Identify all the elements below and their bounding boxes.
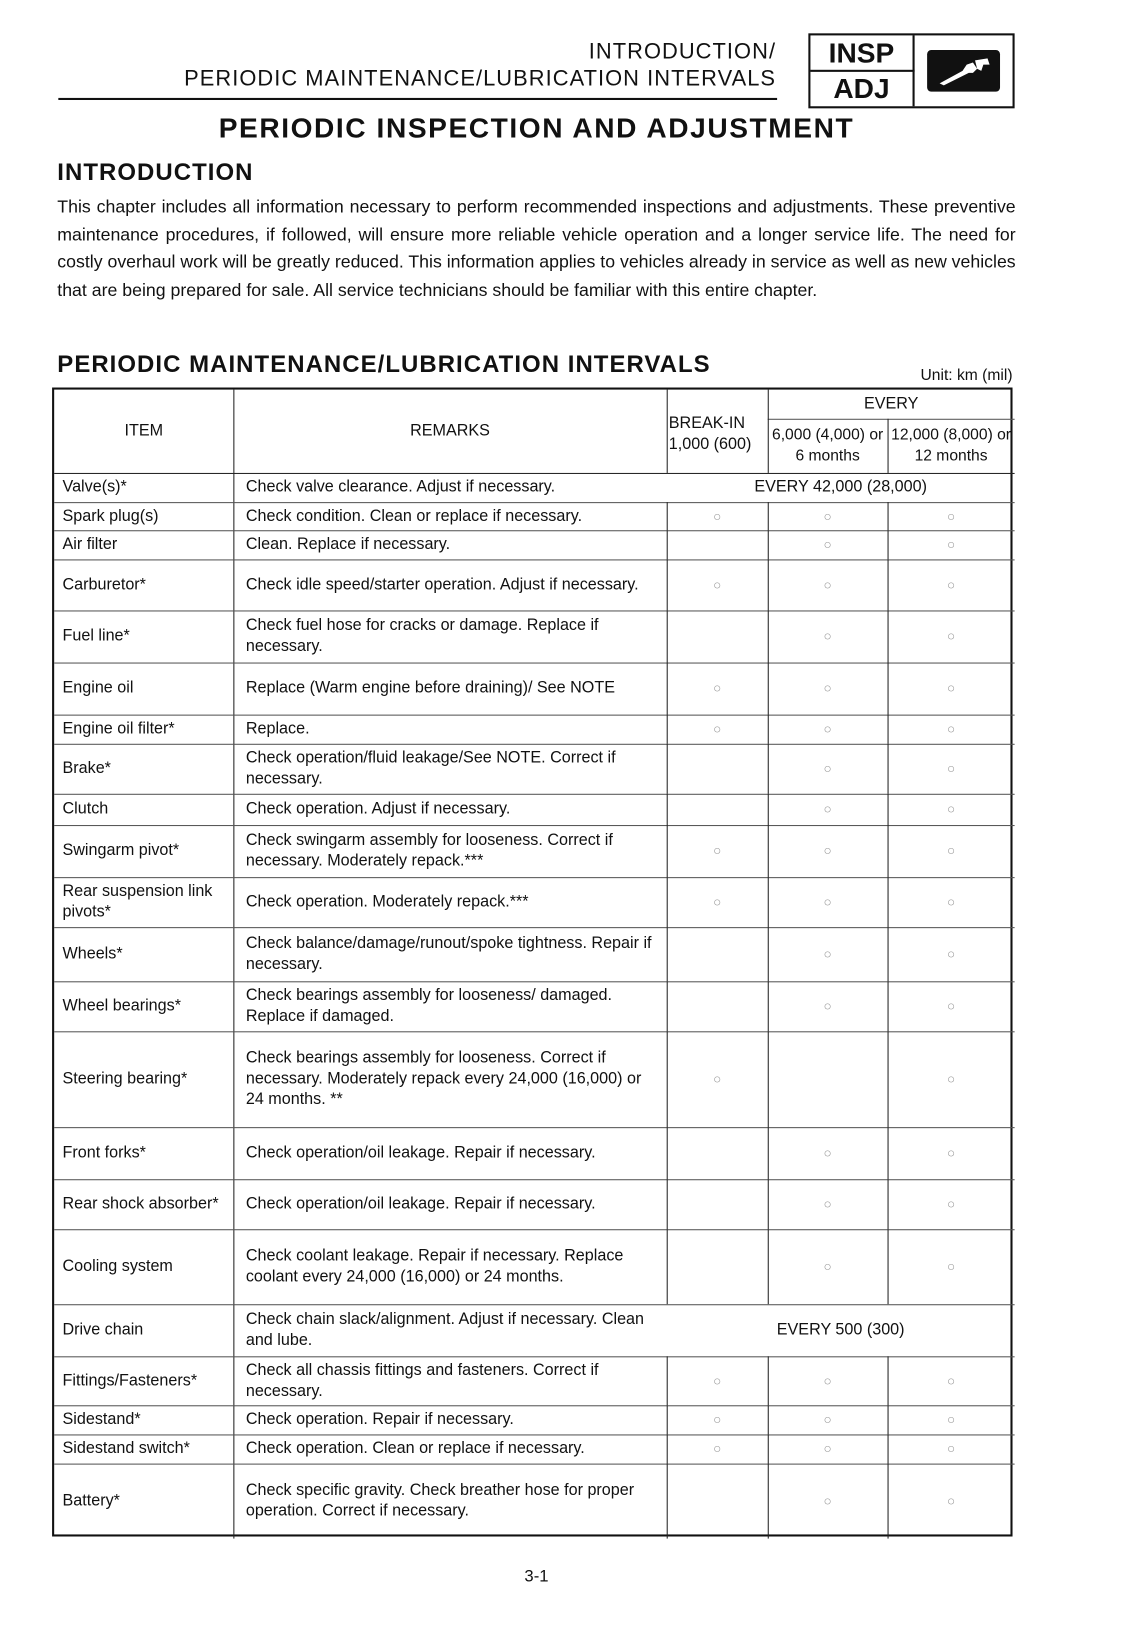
check-mark-icon: ○ xyxy=(946,1070,956,1087)
wrench-hand-icon xyxy=(927,50,1000,92)
header-6000: 6,000 (4,000) or 6 months xyxy=(772,426,884,465)
check-mark-icon: ○ xyxy=(946,576,956,593)
check-mark-icon: ○ xyxy=(946,801,956,817)
check-mark-icon: ○ xyxy=(823,628,832,644)
item-cell: Engine oil xyxy=(62,679,134,697)
check-mark-icon: ○ xyxy=(946,1144,956,1161)
interval-span-cell: EVERY 500 (300) xyxy=(776,1320,905,1339)
remarks-cell: Check swingarm assembly for looseness. Correct if necessary. Moderately repack.*** xyxy=(245,831,613,870)
check-mark-icon: ○ xyxy=(823,576,832,593)
item-cell: Rear suspension link pivots* xyxy=(62,882,213,921)
column-divider xyxy=(667,1229,668,1304)
item-cell: Fittings/Fasteners* xyxy=(62,1371,198,1390)
header-every: EVERY xyxy=(863,394,919,413)
check-mark-icon: ○ xyxy=(946,536,956,553)
check-mark-icon: ○ xyxy=(823,945,832,962)
remarks-cell: Check balance/damage/runout/spoke tightness. Repair if necessary. xyxy=(245,934,652,973)
item-cell: Sidestand* xyxy=(62,1410,141,1429)
header-rule xyxy=(58,98,777,100)
section-heading: PERIODIC MAINTENANCE/LUBRICATION INTERVALS xyxy=(57,350,711,378)
item-cell: Fuel line* xyxy=(62,627,130,645)
header-item: ITEM xyxy=(124,421,164,440)
header-12000: 12,000 (8,000) or 12 months xyxy=(891,426,1012,465)
check-mark-icon: ○ xyxy=(946,720,956,737)
badge-adj: ADJ xyxy=(810,72,914,106)
remarks-cell: Check bearings assembly for looseness. Correct if necessary. Moderately repack every 24,000 (16,000) or 24 months. ** xyxy=(245,1048,642,1109)
page-title: PERIODIC INSPECTION AND ADJUSTMENT xyxy=(218,112,855,144)
check-mark-icon: ○ xyxy=(946,1195,956,1212)
column-divider xyxy=(768,1031,769,1127)
check-mark-icon: ○ xyxy=(946,842,956,859)
check-mark-icon: ○ xyxy=(823,1440,832,1457)
column-divider xyxy=(888,419,889,473)
check-mark-icon: ○ xyxy=(946,1411,956,1428)
header-remarks: REMARKS xyxy=(410,421,490,440)
item-cell: Wheel bearings* xyxy=(62,996,181,1015)
item-cell: Battery* xyxy=(62,1491,120,1510)
remarks-cell: Clean. Replace if necessary. xyxy=(245,535,451,554)
check-mark-icon: ○ xyxy=(946,680,956,696)
badge-insp: INSP xyxy=(810,35,914,71)
check-mark-icon: ○ xyxy=(823,1492,832,1509)
check-mark-icon: ○ xyxy=(713,576,722,593)
check-mark-icon: ○ xyxy=(946,1440,956,1457)
check-mark-icon: ○ xyxy=(823,680,832,696)
check-mark-icon: ○ xyxy=(946,1492,956,1509)
remarks-cell: Replace. xyxy=(245,719,310,738)
remarks-cell: Check specific gravity. Check breather hose for proper operation. Correct if necessary. xyxy=(245,1481,635,1520)
check-mark-icon: ○ xyxy=(823,893,832,910)
check-mark-icon: ○ xyxy=(713,680,722,696)
check-mark-icon: ○ xyxy=(713,1070,722,1087)
check-mark-icon: ○ xyxy=(823,1372,832,1389)
check-mark-icon: ○ xyxy=(946,1258,956,1274)
check-mark-icon: ○ xyxy=(946,628,956,644)
check-mark-icon: ○ xyxy=(946,760,956,777)
check-mark-icon: ○ xyxy=(823,997,832,1014)
item-cell: Steering bearing* xyxy=(62,1069,188,1088)
check-mark-icon: ○ xyxy=(823,720,832,737)
remarks-cell: Check operation. Adjust if necessary. xyxy=(245,800,511,818)
column-divider xyxy=(667,1464,668,1539)
check-mark-icon: ○ xyxy=(823,842,832,859)
item-cell: Drive chain xyxy=(62,1320,144,1339)
column-divider xyxy=(667,610,668,662)
check-mark-icon: ○ xyxy=(823,801,832,817)
check-mark-icon: ○ xyxy=(946,1372,956,1389)
check-mark-icon: ○ xyxy=(713,893,722,910)
column-divider xyxy=(667,1179,668,1229)
remarks-cell: Check operation. Clean or replace if necessary. xyxy=(245,1439,585,1458)
remarks-cell: Check bearings assembly for looseness/ damaged. Replace if damaged. xyxy=(245,986,613,1026)
column-divider xyxy=(667,1127,668,1179)
intro-heading: INTRODUCTION xyxy=(57,158,254,186)
item-cell: Sidestand switch* xyxy=(62,1439,190,1458)
item-cell: Swingarm pivot* xyxy=(62,841,180,860)
remarks-cell: Check fuel hose for cracks or damage. Replace if necessary. xyxy=(245,616,599,656)
unit-label: Unit: km (mil) xyxy=(920,366,1013,385)
check-mark-icon: ○ xyxy=(946,945,956,962)
check-mark-icon: ○ xyxy=(713,1440,722,1457)
maintenance-table xyxy=(52,388,1012,1537)
item-cell: Carburetor* xyxy=(62,575,146,594)
check-mark-icon: ○ xyxy=(713,842,722,859)
check-mark-icon: ○ xyxy=(823,1195,832,1212)
remarks-cell: Check all chassis fittings and fasteners. Correct if necessary. xyxy=(245,1360,599,1400)
remarks-cell: Check valve clearance. Adjust if necessary. xyxy=(245,478,556,496)
remarks-cell: Check condition. Clean or replace if necessary. xyxy=(245,506,583,525)
page-number: 3-1 xyxy=(524,1567,549,1586)
check-mark-icon: ○ xyxy=(823,1411,832,1428)
remarks-cell: Check operation. Moderately repack.*** xyxy=(245,892,529,911)
check-mark-icon: ○ xyxy=(713,1372,722,1389)
column-divider xyxy=(768,390,769,473)
remarks-cell: Check operation/oil leakage. Repair if necessary. xyxy=(245,1143,596,1162)
column-divider xyxy=(667,794,668,825)
item-cell: Front forks* xyxy=(62,1143,146,1162)
remarks-cell: Check operation/fluid leakage/See NOTE. Correct if necessary. xyxy=(245,748,616,788)
check-mark-icon: ○ xyxy=(946,507,956,524)
check-mark-icon: ○ xyxy=(713,507,722,524)
item-cell: Valve(s)* xyxy=(62,478,127,496)
check-mark-icon: ○ xyxy=(713,720,722,737)
check-mark-icon: ○ xyxy=(823,536,832,553)
intro-text: This chapter includes all information necessary to perform recommended inspections and adjustments. These preventive maintenance procedures, if followed, will ensure more reliable vehicle operation and a longer service life. The need for costly overhaul work will be greatly reduced. This information applies to vehicles already in service as well as new vehicles that are being prepared for sale. All service technicians should be familiar with this entire chapter. xyxy=(57,196,1016,300)
check-mark-icon: ○ xyxy=(946,893,956,910)
column-divider xyxy=(667,530,668,559)
interval-span-cell: EVERY 42,000 (28,000) xyxy=(754,478,927,496)
item-cell: Brake* xyxy=(62,759,111,778)
item-cell: Engine oil filter* xyxy=(62,719,175,738)
check-mark-icon: ○ xyxy=(823,760,832,777)
remarks-cell: Replace (Warm engine before draining)/ See NOTE xyxy=(245,679,615,697)
check-mark-icon: ○ xyxy=(823,1258,832,1274)
item-cell: Rear shock absorber* xyxy=(62,1194,219,1213)
section-badge xyxy=(808,33,1014,108)
header-line-2: PERIODIC MAINTENANCE/LUBRICATION INTERVALS xyxy=(184,66,777,91)
item-cell: Cooling system xyxy=(62,1257,173,1276)
column-divider xyxy=(667,927,668,981)
remarks-cell: Check idle speed/starter operation. Adjust if necessary. xyxy=(245,575,639,594)
check-mark-icon: ○ xyxy=(946,997,956,1014)
check-mark-icon: ○ xyxy=(823,1144,832,1161)
check-mark-icon: ○ xyxy=(823,507,832,524)
column-divider xyxy=(667,981,668,1031)
remarks-cell: Check chain slack/alignment. Adjust if necessary. Clean and lube. xyxy=(245,1310,645,1350)
header-break-in: BREAK-IN 1,000 (600) xyxy=(668,414,752,454)
item-cell: Clutch xyxy=(62,800,109,818)
header-line-1: INTRODUCTION/ xyxy=(588,39,777,64)
item-cell: Spark plug(s) xyxy=(62,506,159,525)
item-cell: Air filter xyxy=(62,535,118,554)
column-divider xyxy=(667,390,668,473)
remarks-cell: Check operation/oil leakage. Repair if necessary. xyxy=(245,1194,596,1213)
header-divider xyxy=(768,419,1015,420)
remarks-cell: Check coolant leakage. Repair if necessary. Replace coolant every 24,000 (16,000) or 24 months. xyxy=(245,1246,624,1286)
check-mark-icon: ○ xyxy=(713,1411,722,1428)
remarks-cell: Check operation. Repair if necessary. xyxy=(245,1410,514,1429)
column-divider xyxy=(667,744,668,794)
item-cell: Wheels* xyxy=(62,944,123,963)
